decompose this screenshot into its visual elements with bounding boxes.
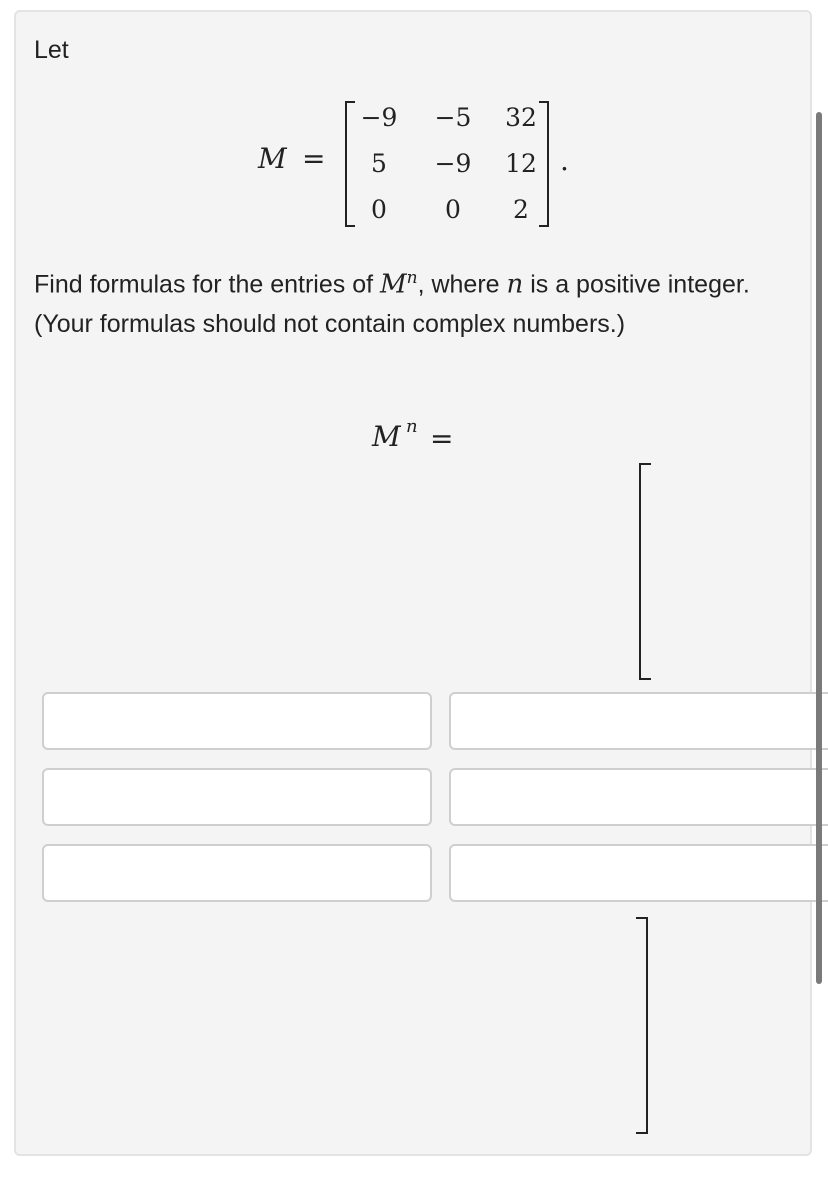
answer-input-r2c2[interactable] [449,768,828,826]
answer-input-r3c1[interactable] [42,844,432,902]
vertical-scrollbar[interactable] [816,112,822,984]
matrix-equals: = [302,142,326,175]
matrix-name: M [258,142,287,175]
problem-statement [34,258,764,344]
answer-input-r1c1[interactable] [42,692,432,750]
matrix-cell: 0 [445,195,461,224]
intro-text: Let [34,36,69,64]
answer-input-r3c2[interactable] [449,844,828,902]
problem-text: Find formulas for the entries of [34,270,380,299]
answer-lhs: M [372,420,401,453]
math-var-m: M [379,269,407,300]
answer-sup: n [406,416,418,437]
matrix-cell: 12 [505,149,537,178]
problem-text: is a positive integer. (Your formulas should not contain complex numbers.) [34,270,750,339]
matrix-period: . [560,144,569,177]
problem-text: , where [417,270,507,299]
matrix-cell: −9 [360,103,398,132]
answer-equals: = [430,422,454,455]
matrix-cell: −5 [434,103,472,132]
math-sup-n: n [406,268,418,288]
matrix-cell: 2 [513,195,529,224]
left-bracket [345,101,355,227]
matrix-cell: 5 [371,149,387,178]
answer-input-r1c2[interactable] [449,692,828,750]
question-card [14,10,812,1156]
matrix-cell: 32 [505,103,537,132]
matrix-cell: 0 [371,195,387,224]
answer-input-r2c1[interactable] [42,768,432,826]
math-var-n: n [506,269,524,300]
matrix-cell: −9 [434,149,472,178]
